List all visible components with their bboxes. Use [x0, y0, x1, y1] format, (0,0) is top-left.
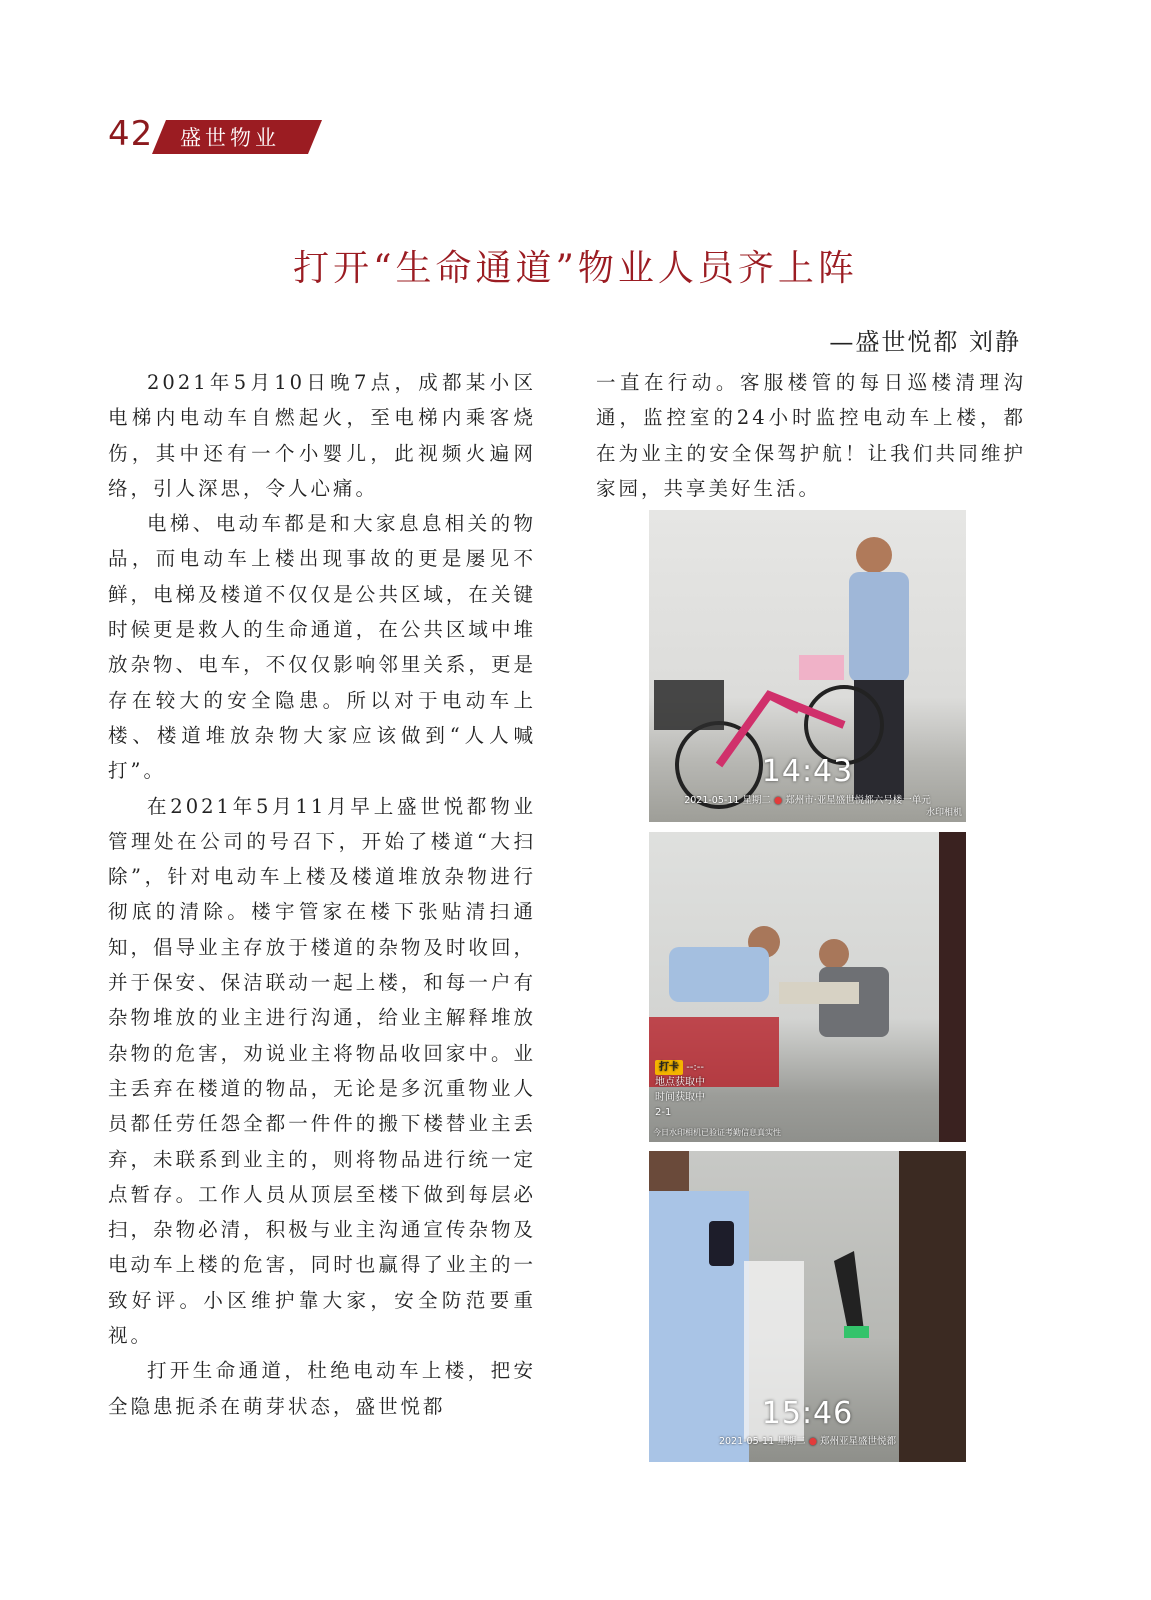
paragraph: 打开生命通道，杜绝电动车上楼，把安全隐患扼杀在萌芽状态，盛世悦都 — [108, 1359, 536, 1418]
checkin-overlay — [655, 1060, 705, 1120]
article-body-right — [596, 365, 1026, 506]
page-header — [108, 114, 368, 156]
photo-staff-with-bicycle — [649, 510, 966, 822]
photo-timestamp: 15:46 — [761, 1396, 854, 1431]
article-byline: —盛世悦都 刘静 — [829, 328, 1021, 356]
floor-label: 2-1 — [655, 1107, 672, 1118]
checkin-value: --:-- — [686, 1062, 704, 1073]
article-body-left — [108, 365, 536, 1424]
verification-note: 今日水印相机已验证考勤信息真实性 — [653, 1128, 781, 1137]
checkin-label: 打卡 — [655, 1060, 683, 1075]
paragraph: 2021年5月10日晚7点，成都某小区电梯内电动车自燃起火，至电梯内乘客烧伤，其中还有一个小婴儿，此视频火遍网络，引人深思，令人心痛。 — [108, 371, 536, 500]
photo-location: 郑州市·亚星盛世悦都六号楼一单元 — [785, 795, 931, 806]
photo-location: 郑州亚星盛世悦都 — [820, 1436, 897, 1447]
camera-brand: 水印相机 — [925, 808, 962, 818]
time-status: 时间获取中 — [655, 1092, 705, 1103]
page-number: 42 — [108, 114, 154, 154]
article-title: 打开“生命通道”物业人员齐上阵 — [293, 248, 858, 289]
photo-staff-clearing-items — [649, 832, 966, 1142]
location-pin-icon: ● — [773, 795, 783, 806]
photo-date-location — [649, 1433, 966, 1447]
section-title: 盛世物业 — [180, 126, 280, 150]
paragraph: 在2021年5月11月早上盛世悦都物业管理处在公司的号召下，开始了楼道“大扫除”，针对电动车上楼及楼道堆放杂物进行彻底的清除。楼宇管家在楼下张贴清扫通知，倡导业主存放于楼道的杂物及时收回，并于保安、保洁联动一起上楼，和每一户有杂物堆放的业主进行沟通，给业主解释堆放杂物的危害，劝说业主将物品收回家中。业主丢弃在楼道的物品，无论是多沉重物业人员都任劳任怨全都一件件的搬下楼替业主丢弃，未联系到业主的，则将物品进行统一定点暂存。工作人员从顶层至楼下做到每层必扫，杂物必清，积极与业主沟通宣传杂物及电动车上楼的危害，同时也赢得了业主的一致好评。小区维护靠大家，安全防范要重视。 — [108, 794, 536, 1348]
location-status: 地点获取中 — [655, 1077, 705, 1088]
photo-staff-checking-scooter — [649, 1151, 966, 1462]
location-pin-icon: ● — [808, 1436, 817, 1447]
photo-date: 2021-05-11 星期二 — [718, 1436, 806, 1447]
paragraph-continued: 一直在行动。客服楼管的每日巡楼清理沟通，监控室的24小时监控电动车上楼，都在为业主的安全保驾护航！让我们共同维护家园，共享美好生活。 — [596, 371, 1026, 500]
paragraph: 电梯、电动车都是和大家息息相关的物品，而电动车上楼出现事故的更是屡见不鲜，电梯及楼道不仅仅是公共区域，在关键时候更是救人的生命通道，在公共区域中堆放杂物、电车，不仅仅影响邻里关系，更是存在较大的安全隐患。所以对于电动车上楼、楼道堆放杂物大家应该做到“人人喊打”。 — [108, 512, 536, 783]
photo-date-location — [649, 792, 966, 806]
photo-timestamp: 14:43 — [761, 754, 854, 789]
photo-date: 2021-05-11 星期二 — [684, 795, 771, 806]
